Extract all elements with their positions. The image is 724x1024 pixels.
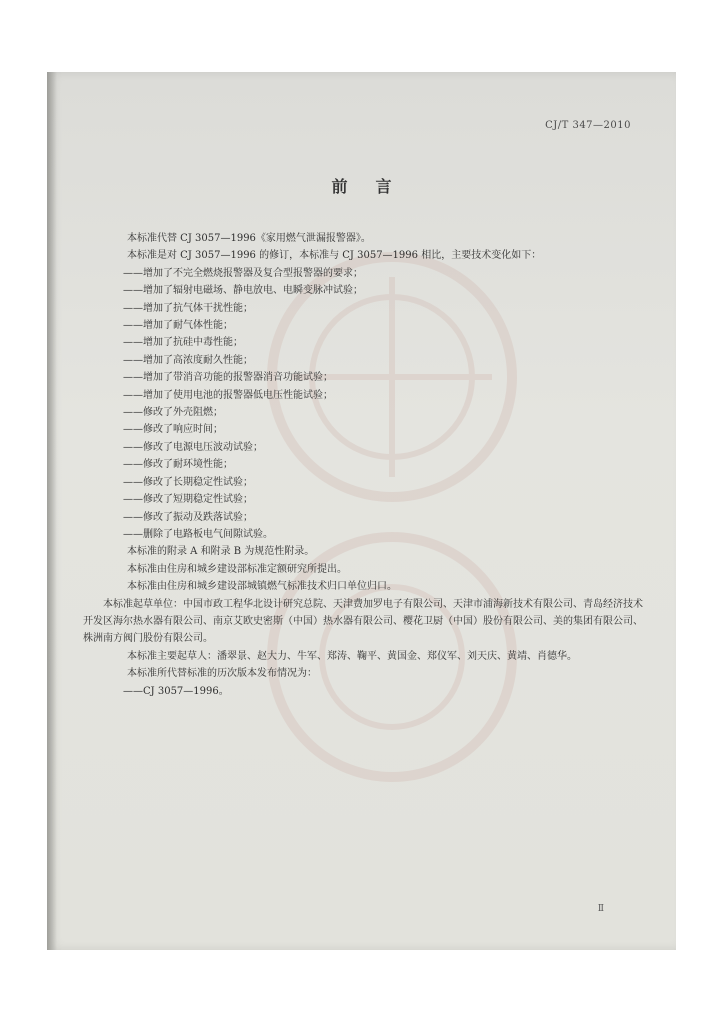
foreword-body bbox=[83, 230, 647, 700]
change-item: ——增加了辐射电磁场、静电放电、电瞬变脉冲试验； bbox=[123, 285, 363, 297]
change-item: ——修改了外壳阻燃； bbox=[123, 407, 223, 419]
drafters-paragraph: 本标准主要起草人：潘翠景、赵大力、牛军、郑涛、鞠平、黄国金、郑仪军、刘天庆、黄靖、肖德华。 bbox=[127, 650, 577, 662]
history-item: ——CJ 3057—1996。 bbox=[123, 685, 229, 697]
change-item: ——修改了耐环境性能； bbox=[123, 459, 233, 471]
change-item: ——修改了响应时间； bbox=[123, 424, 223, 436]
replaces-paragraph: 本标准代替 CJ 3057—1996《家用燃气泄漏报警器》。 bbox=[127, 233, 371, 244]
change-item: ——修改了长期稳定性试验； bbox=[123, 476, 253, 488]
history-intro-paragraph: 本标准所代替标准的历次版本发布情况为： bbox=[127, 668, 317, 680]
change-item: ——增加了耐气体性能； bbox=[123, 320, 233, 332]
document-page bbox=[47, 72, 676, 950]
change-item: ——增加了带消音功能的报警器消音功能试验； bbox=[123, 372, 333, 384]
standard-number: CJ/T 347—2010 bbox=[545, 120, 631, 131]
change-item: ——增加了高浓度耐久性能； bbox=[123, 354, 253, 366]
page-title: 前言 bbox=[331, 177, 420, 196]
change-item: ——增加了抗气体干扰性能； bbox=[123, 302, 253, 314]
centralized-paragraph: 本标准由住房和城乡建设部城镇燃气标准技术归口单位归口。 bbox=[127, 581, 397, 593]
change-item: ——增加了不完全燃烧报警器及复合型报警器的要求； bbox=[123, 267, 363, 279]
change-item: ——修改了振动及跌落试验； bbox=[123, 511, 253, 523]
annex-paragraph: 本标准的附录 A 和附录 B 为规范性附录。 bbox=[127, 546, 315, 558]
change-item: ——删除了电路板电气间隙试验。 bbox=[123, 528, 273, 540]
drafting-units-paragraph: 本标准起草单位：中国市政工程华北设计研究总院、天津费加罗电子有限公司、天津市浦海新技术有限公司、青岛经济技术开发区海尔热水器有限公司、南京艾欧史密斯（中国）热水器有限公司、樱花卫厨（中国）股份有限公司、美的集团有限公司、株洲南方阀门股份有限公司。 bbox=[83, 598, 643, 645]
change-item: ——修改了短期稳定性试验； bbox=[123, 494, 253, 506]
change-item: ——增加了使用电池的报警器低电压性能试验； bbox=[123, 389, 333, 401]
page-number: Ⅱ bbox=[597, 904, 604, 914]
intro-paragraph: 本标准是对 CJ 3057—1996 的修订，本标准与 CJ 3057—1996 相比，主要技术变化如下： bbox=[127, 250, 542, 262]
proposed-paragraph: 本标准由住房和城乡建设部标准定额研究所提出。 bbox=[127, 563, 347, 575]
change-item: ——修改了电源电压波动试验； bbox=[123, 441, 263, 453]
change-item: ——增加了抗硅中毒性能； bbox=[123, 337, 243, 349]
